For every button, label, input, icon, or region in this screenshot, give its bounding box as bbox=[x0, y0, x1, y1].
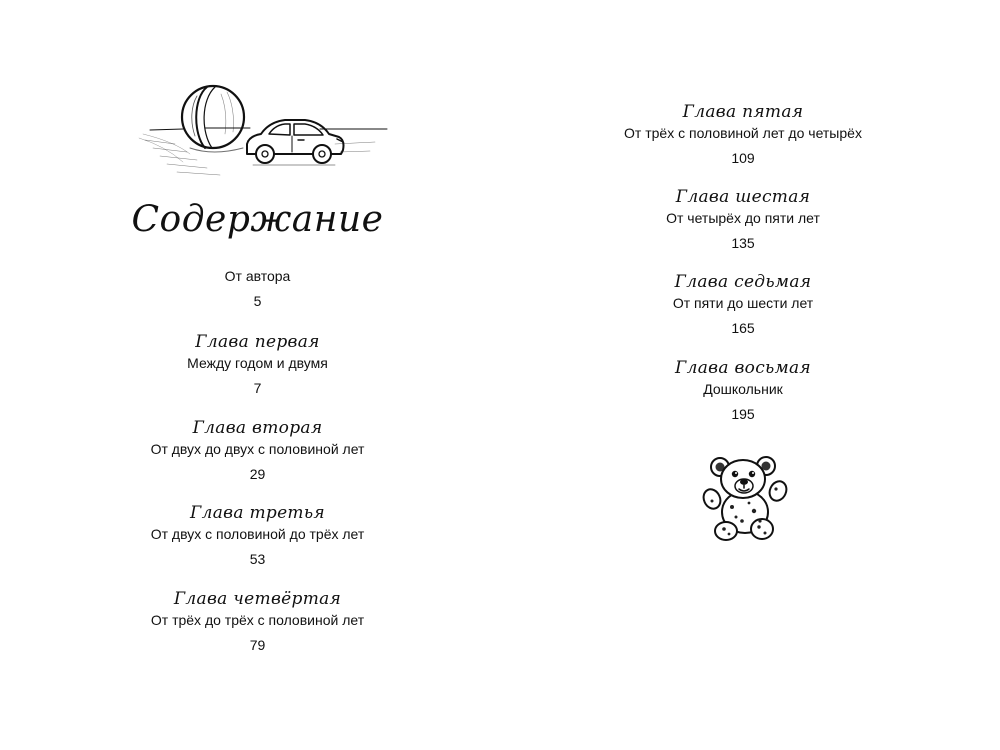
right-page bbox=[500, 0, 1000, 750]
chapter-subtitle: От двух с половиной до трёх лет bbox=[150, 526, 365, 542]
chapter-subtitle: От пяти до шести лет bbox=[672, 295, 814, 311]
chapter-heading: Глава четвёртая bbox=[173, 589, 342, 609]
toc-entry-chapter-5[interactable] bbox=[500, 102, 986, 168]
chapter-heading: Глава третья bbox=[190, 503, 325, 523]
chapter-subtitle: От трёх до трёх с половиной лет bbox=[150, 612, 365, 628]
toc-entry-chapter-8[interactable] bbox=[500, 358, 986, 424]
chapter-subtitle: От двух до двух с половиной лет bbox=[150, 441, 365, 457]
preface-title: От автора bbox=[224, 268, 291, 284]
toc-entry-chapter-2[interactable] bbox=[0, 418, 515, 484]
chapter-heading: Глава седьмая bbox=[674, 272, 812, 292]
preface-page-number: 5 bbox=[253, 293, 262, 309]
chapter-page-number: 135 bbox=[731, 235, 755, 251]
ball-and-car-illustration bbox=[135, 82, 393, 190]
chapter-page-number: 29 bbox=[249, 466, 266, 482]
toc-entry-chapter-4[interactable] bbox=[0, 589, 515, 655]
chapter-heading: Глава первая bbox=[195, 332, 320, 352]
toc-entry-preface[interactable] bbox=[0, 266, 515, 311]
chapter-subtitle: От четырёх до пяти лет bbox=[666, 210, 820, 226]
chapter-subtitle: От трёх с половиной лет до четырёх bbox=[624, 125, 862, 141]
chapter-page-number: 165 bbox=[731, 320, 755, 336]
toc-entry-chapter-1[interactable] bbox=[0, 332, 515, 398]
toc-entry-chapter-3[interactable] bbox=[0, 503, 515, 569]
teddy-bear-illustration bbox=[702, 455, 788, 543]
chapter-subtitle: Дошкольник bbox=[703, 381, 783, 397]
chapter-heading: Глава пятая bbox=[682, 102, 804, 122]
toc-entry-chapter-6[interactable] bbox=[500, 187, 986, 253]
chapter-heading: Глава восьмая bbox=[675, 358, 811, 378]
chapter-heading: Глава шестая bbox=[675, 187, 811, 207]
chapter-page-number: 7 bbox=[253, 380, 262, 396]
chapter-page-number: 79 bbox=[249, 637, 266, 653]
toc-entry-chapter-7[interactable] bbox=[500, 272, 986, 338]
chapter-page-number: 53 bbox=[249, 551, 266, 567]
chapter-page-number: 195 bbox=[731, 406, 755, 422]
chapter-page-number: 109 bbox=[731, 150, 755, 166]
table-of-contents-title: Содержание bbox=[131, 199, 384, 240]
chapter-heading: Глава вторая bbox=[192, 418, 323, 438]
chapter-subtitle: Между годом и двумя bbox=[187, 355, 328, 371]
